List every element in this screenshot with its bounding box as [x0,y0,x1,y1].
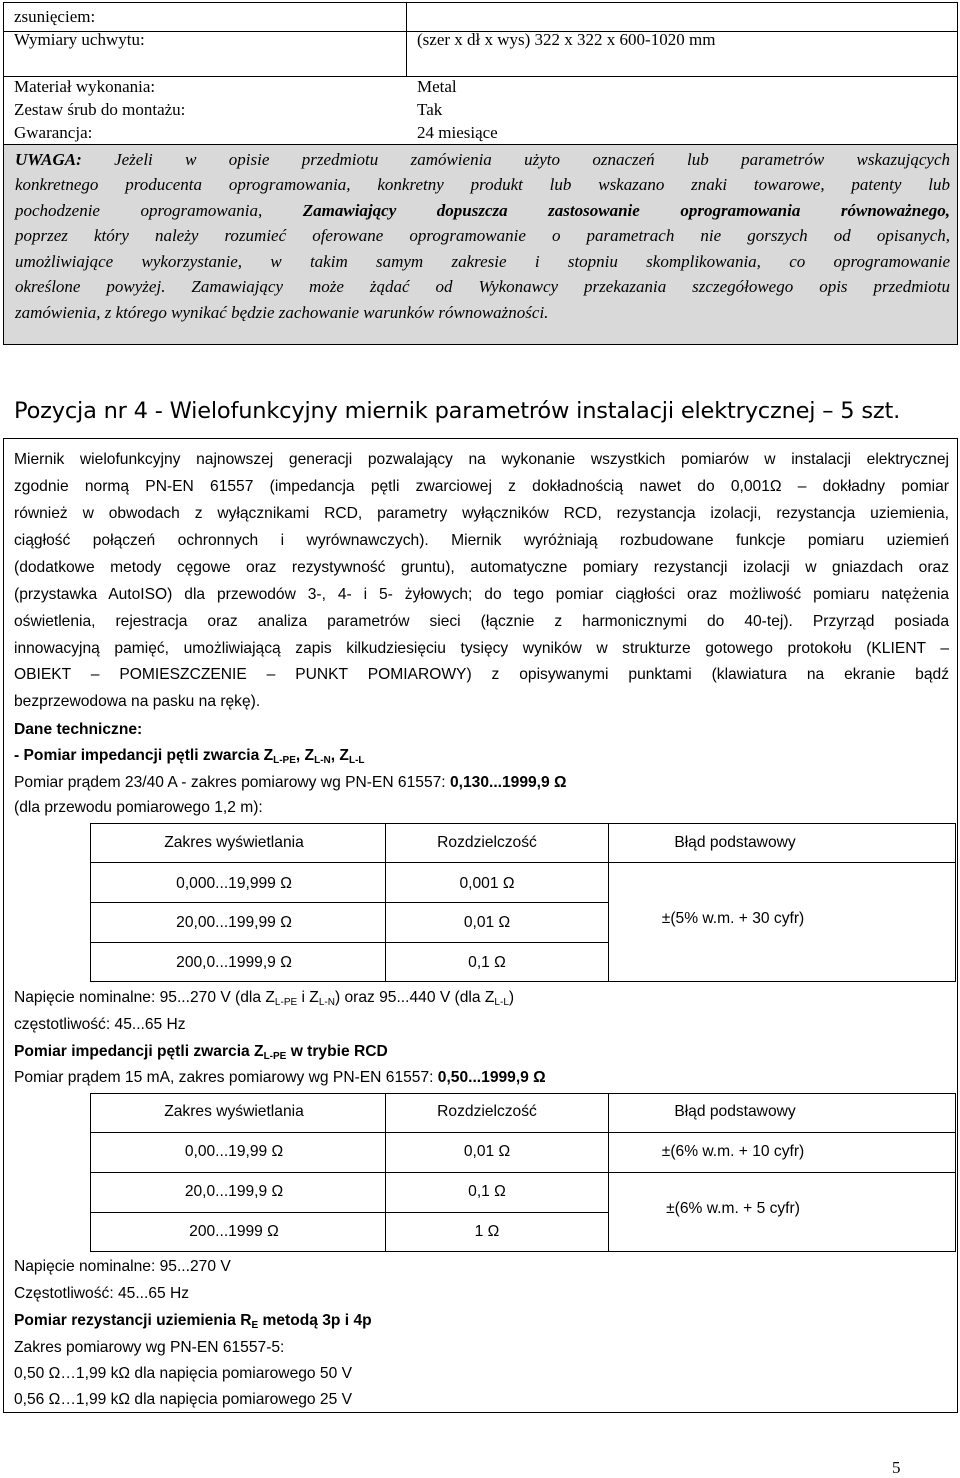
spec-value: (szer x dł x wys) 322 x 322 x 600-1020 mm [417,30,716,49]
table-2-cell: 0,01 Ω [463,1143,511,1160]
rcd-range-value: 0,50...1999,9 Ω [437,1069,546,1086]
subscript: L-PE [273,755,296,766]
re-heading [14,1311,372,1336]
zs-heading-text: - Pomiar impedancji pętli zwarcia Z [14,747,274,764]
table-divider [385,1093,386,1252]
table-2-cell: 0,00...19,99 Ω [184,1143,284,1160]
uwaga-text: Jeżeli w opisie przedmiotu zamówienia użyto oznaczeń lub parametrów wskazujących [81,150,950,169]
table-1-cell: 200,0...1999,9 Ω [176,954,292,971]
description-line: zgodnie normą PN-EN 61557 (impedancja pętli zwarciowej z dokładnością nawet do 0,001Ω – dokładny pomiar [14,478,949,495]
uwaga-bold-text: Zamawiający dopuszcza zastosowanie oprogramowania równoważnego, [302,201,950,220]
table-1-cell: 0,001 Ω [459,875,515,892]
table-divider [90,1132,956,1133]
table-2-cell: 20,0...199,9 Ω [184,1183,284,1200]
rcd-heading-text: Pomiar impedancji pętli zwarcia Z [14,1043,264,1060]
subscript: L-L [348,755,365,766]
spec-label: zsunięciem: [14,7,96,26]
description-line: (dodatkowe metody cęgowe oraz rezystywność gruntu), automatyczne pomiary rezystancji izolacji w gniazdach oraz [14,559,949,576]
description-line: (przystawka AutoISO) dla przewodów 3-, 4- i 5- żyłowych; do tego pomiar ciągłości oraz możliwość pomiaru natężenia [14,586,949,603]
subscript: L-PE [274,997,298,1008]
uwaga-label: UWAGA: [15,150,82,169]
table-2-error: ±(6% w.m. + 5 cyfr) [666,1200,800,1217]
table-2-cell: 200...1999 Ω [189,1223,279,1240]
table-divider [90,1212,608,1213]
subscript: L-PE [263,1051,287,1062]
frequency-line: częstotliwość: 45...65 Hz [14,1016,186,1033]
subscript: E [251,1320,259,1331]
spec-label: Zestaw śrub do montażu: [14,100,186,119]
nominal-text: Napięcie nominalne: 95...270 V (dla Z [14,989,275,1006]
zs-range-text: Pomiar prądem 23/40 A - zakres pomiarowy wg PN-EN 61557: [14,774,450,791]
description-line: ciągłość połączeń ochronnych i wyrównawczych). Miernik wyróżniają rozbudowane funkcje pomiaru uziemień [14,532,949,549]
zs-cable-note: (dla przewodu pomiarowego 1,2 m): [14,799,263,816]
description-line: innowacyjną pamięć, umożliwiającą zapis kilkudziesięciu tysięcy wyników w strukturze gotowego protokołu (KLIENT – [14,640,949,657]
rcd-heading [14,1042,388,1067]
uwaga-line: konkretnego producenta oprogramowania, konkretny produkt lub wskazano znaki towarowe, patenty lub [15,175,950,194]
table-divider [385,823,386,982]
spec-column-divider [406,3,407,76]
nominal-voltage-line: Napięcie nominalne: 95...270 V [14,1258,231,1275]
spec-label: Wymiary uchwytu: [14,30,145,49]
table-divider [90,942,608,943]
re-range-line: Zakres pomiarowy wg PN-EN 61557-5: [14,1339,285,1356]
table-1-header: Rozdzielczość [437,834,537,851]
page-number: 5 [892,1458,901,1477]
uwaga-line: określone powyżej. Zamawiający może żądać od Wykonawcy przekazania szczegółowego opis przedmiotu [15,277,950,296]
table-2-error: ±(6% w.m. + 10 cyfr) [661,1143,805,1160]
subscript: L-N [314,755,331,766]
table-1-cell: 20,00...199,99 Ω [176,914,292,931]
uwaga-line: poprzez który należy rozumieć oferowane oprogramowanie o parametrach nie gorszych od opisanych, [15,226,950,245]
uwaga-text: pochodzenie oprogramowania, [15,201,303,220]
spec-label: Gwarancja: [14,123,93,142]
rcd-range-text: Pomiar prądem 15 mA, zakres pomiarowy wg PN-EN 61557: [14,1069,438,1086]
nominal-voltage-line [14,988,514,1013]
table-2-header: Błąd podstawowy [674,1103,796,1120]
nominal-text: ) oraz 95...440 V (dla Z [334,989,495,1006]
re-heading-text: Pomiar rezystancji uziemienia R [14,1312,252,1329]
uwaga-line: zamówienia, z którego wynikać będzie zachowanie warunków równoważności. [15,303,549,322]
table-divider [608,1093,609,1252]
spec-value: Metal [417,77,457,96]
re-range-line: 0,56 Ω…1,99 kΩ dla napięcia pomiarowego 25 V [14,1391,352,1408]
table-2-cell: 1 Ω [474,1223,500,1240]
section-heading: Pozycja nr 4 - Wielofunkcyjny miernik parametrów instalacji elektrycznej – 5 szt. [14,398,901,424]
description-line: Miernik wielofunkcyjny najnowszej generacji pozwalający na wykonanie wszystkich pomiarów w instalacji elektrycznej [14,451,949,468]
table-1-header: Zakres wyświetlania [164,834,304,851]
description-line: również w obwodach z wyłącznikami RCD, parametry wyłączników RCD, rezystancja izolacji, rezystancja uziemienia, [14,505,949,522]
table-divider [90,1172,956,1173]
table-1-cell: 0,000...19,999 Ω [176,875,292,892]
table-2-cell: 0,1 Ω [468,1183,506,1200]
description-line: OBIEKT – POMIESZCZENIE – PUNKT POMIAROWY) z opisywanymi punktami (klawiatura na ekranie bądź [14,666,949,683]
table-2-header: Rozdzielczość [437,1103,537,1120]
table-1-cell: 0,01 Ω [463,914,511,931]
table-divider [90,902,608,903]
table-2-header: Zakres wyświetlania [164,1103,304,1120]
table-1-error: ±(5% w.m. + 30 cyfr) [661,910,805,927]
spec-label: Materiał wykonania: [14,77,156,96]
spec-value: 24 miesiące [417,123,498,142]
zs-range-line [14,773,567,793]
uwaga-line: umożliwiające wykorzystanie, w takim samym zakresie i stopniu skomplikowania, co oprogramowanie [15,252,950,271]
zs-heading: - Pomiar impedancji pętli zwarcia $Z_{L-PE}$, $Z_{L-N}$, $Z_{L-L}$ [14,747,365,766]
nominal-text: i Z [297,989,319,1006]
description-line: oświetlenia, rejestracja oraz analiza parametrów sieci (łącznie z harmonicznymi do 40-tej). Przyrząd posiada [14,613,949,630]
table-divider [90,862,956,863]
nominal-text: ) [508,989,515,1006]
tech-data-heading: Dane techniczne: [14,721,143,738]
rcd-range-line [14,1068,546,1088]
re-heading-text: metodą 3p i 4p [258,1312,372,1329]
subscript: L-L [494,997,509,1008]
uwaga-note [3,145,958,345]
subscript: L-N [318,997,335,1008]
table-divider [608,823,609,982]
uwaga-line [15,147,950,173]
table-1-header: Błąd podstawowy [674,834,796,851]
uwaga-line [15,198,950,224]
zs-range-value: 0,130...1999,9 Ω [449,774,567,791]
table-1-cell: 0,1 Ω [468,954,506,971]
description-line: bezprzewodowa na pasku na rękę). [14,693,261,710]
re-range-line: 0,50 Ω…1,99 kΩ dla napięcia pomiarowego 50 V [14,1365,352,1382]
frequency-line: Częstotliwość: 45...65 Hz [14,1285,190,1302]
rcd-heading-text: w trybie RCD [286,1043,388,1060]
spec-value: Tak [417,100,443,119]
